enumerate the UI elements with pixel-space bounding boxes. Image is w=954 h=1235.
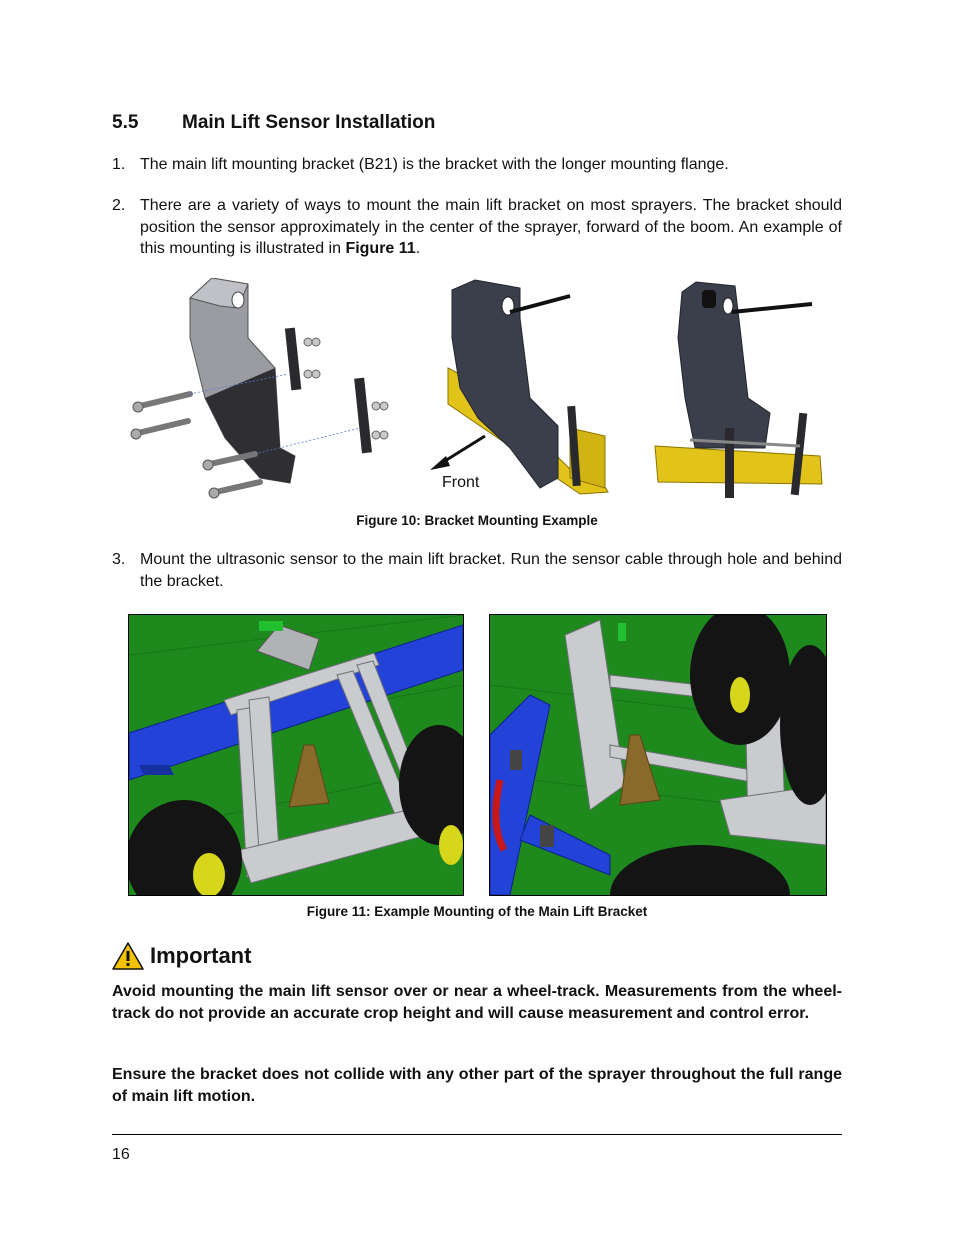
- warning-paragraph-2: Ensure the bracket does not collide with any other part of the sprayer throughout the full range of main lift motion.: [112, 1066, 842, 1105]
- figure-11-left-render: [128, 614, 464, 896]
- figure-11-right-render: [489, 614, 827, 896]
- section-number: 5.5: [112, 112, 139, 133]
- important-heading: [112, 942, 251, 970]
- figure-11-caption: Figure 11: Example Mounting of the Main Lift Bracket: [306, 904, 648, 919]
- step-number: 2.: [112, 197, 126, 214]
- step-text: The main lift mounting bracket (B21) is the bracket with the longer mounting flange.: [140, 156, 729, 173]
- bracket-side-view: [655, 282, 822, 498]
- section-heading: [112, 112, 435, 134]
- section-title: Main Lift Sensor Installation: [182, 112, 436, 133]
- warning-paragraph-1: Avoid mounting the main lift sensor over or near a wheel-track. Measurements from the wheel-track do not provide an accurate crop height and will cause measurement and control error.: [112, 983, 842, 1022]
- exploded-bracket: [131, 278, 388, 498]
- step-number: 3.: [112, 551, 126, 568]
- bracket-front-view: [448, 280, 608, 494]
- step-2: [112, 195, 842, 260]
- step-1: [112, 154, 842, 176]
- figure-reference: Figure 11: [345, 240, 416, 257]
- footer-rule: [112, 1134, 842, 1135]
- front-arrow: [430, 436, 485, 470]
- step-text: [140, 195, 842, 260]
- figure-10-illustration: [130, 278, 830, 508]
- important-title: Important: [150, 943, 252, 968]
- front-label: Front: [442, 474, 480, 491]
- step-text-part: .: [415, 240, 421, 257]
- step-number: 1.: [112, 156, 126, 173]
- step-3: [112, 549, 842, 592]
- warning-icon: [112, 942, 144, 970]
- step-text: Mount the ultrasonic sensor to the main lift bracket. Run the sensor cable through hole and behind the bracket.: [140, 551, 842, 590]
- page-number: 16: [112, 1146, 130, 1163]
- figure-10-caption: Figure 10: Bracket Mounting Example: [356, 513, 598, 528]
- step-text-part: There are a variety of ways to mount the main lift bracket on most sprayers. The bracket should position the sensor approximately in the center of the sprayer, forward of the boom. An example of this mounting is illustrated in: [140, 197, 842, 257]
